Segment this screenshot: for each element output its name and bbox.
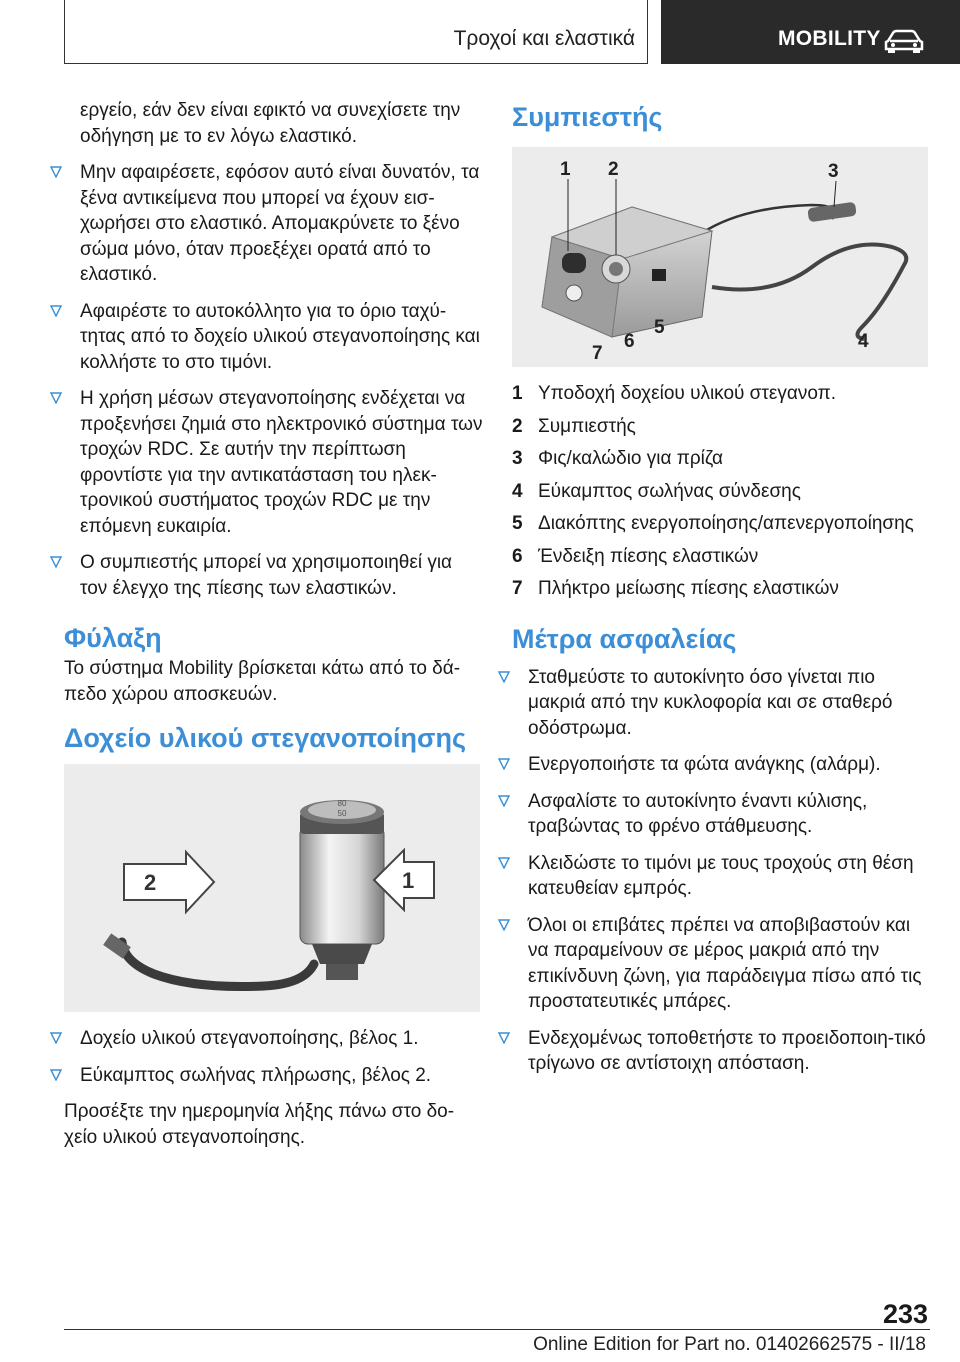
- list-item: [64, 1026, 484, 1052]
- callout-1: 1: [560, 159, 571, 180]
- arrow-1-label: 1: [402, 868, 415, 893]
- triangle-bullet-icon: [498, 671, 510, 683]
- triangle-bullet-icon: [50, 1069, 62, 1081]
- bullet-text: Όλοι οι επιβάτες πρέπει να αποβιβαστούν και να παραμείνουν σε μέρος μακριά από την επικίνδυνη ζώνη, για παράδειγμα πίσω από τις προστατευτικές μπάρες.: [528, 914, 922, 1012]
- container-note: Προσέξτε την ημερομηνία λήξης πάνω στο δο‐χείο υλικού στεγανοποίησης.: [64, 1101, 455, 1148]
- bullet-text: Αφαιρέστε το αυτοκόλλητο για το όριο ταχύ‐τητας από το δοχείο υλικού στεγανοποίησης και κολλήστε το στο τιμόνι.: [80, 300, 480, 373]
- container-figure: [64, 764, 480, 1012]
- triangle-bullet-icon: [50, 305, 62, 317]
- triangle-bullet-icon: [498, 1032, 510, 1044]
- chapter-title: MOBILITY: [778, 27, 881, 50]
- list-item: [512, 511, 930, 537]
- car-icon: [884, 29, 924, 53]
- list-item: [64, 550, 484, 601]
- bullet-text: Μην αφαιρέσετε, εφόσον αυτό είναι δυνατόν, τα ξένα αντικείμενα που μπορεί να έχουν εισ‐χωρήσει στο ελαστικό. Απομακρύνετε το ξένο σώμα μόνο, όταν προεξέχει ορατά από το ελαστικό.: [80, 162, 480, 285]
- bullet-text: Ο συμπιεστής μπορεί να χρησιμοποιηθεί για τον έλεγχο της πίεσης των ελαστικών.: [80, 552, 453, 599]
- item-number: 7: [512, 578, 523, 599]
- item-number: 2: [512, 415, 523, 437]
- safety-heading: Μέτρα ασφαλείας: [512, 623, 737, 654]
- triangle-bullet-icon: [498, 795, 510, 807]
- triangle-bullet-icon: [498, 857, 510, 869]
- item-number: 1: [512, 383, 523, 404]
- bullet-text: Ενδεχομένως τοποθετήστε το προειδοποιη‐τικό τρίγωνο σε αντίστοιχη απόσταση.: [528, 1027, 926, 1074]
- callout-4: 4: [858, 331, 869, 352]
- bullet-text: Σταθμεύστε το αυτοκίνητο όσο γίνεται πιο μακριά από την κυκλοφορία και σε σταθερό οδόστρωμα.: [528, 666, 893, 739]
- item-number: 5: [512, 513, 523, 534]
- triangle-bullet-icon: [50, 166, 62, 178]
- triangle-bullet-icon: [498, 758, 510, 770]
- list-item: [512, 1026, 930, 1077]
- list-item: [512, 479, 930, 505]
- list-item: [512, 544, 930, 570]
- item-text: Διακόπτης ενεργοποίησης/απενεργοποίησης: [538, 513, 914, 534]
- cap-label-top: 80: [337, 799, 347, 808]
- compressor-heading: Συμπιεστής: [512, 102, 663, 132]
- compressor-figure: [512, 147, 928, 367]
- item-number: 3: [512, 448, 523, 469]
- container-heading: Δοχείο υλικού στεγανοποίησης: [64, 723, 466, 753]
- item-text: Πλήκτρο μείωσης πίεσης ελαστικών: [538, 578, 839, 599]
- intro-paragraph: εργείο, εάν δεν είναι εφικτό να συνεχίσετε την οδήγηση με το εν λόγω ελαστικό.: [80, 100, 461, 147]
- sealant-container-illustration: [64, 764, 480, 1012]
- compressor-illustration: [512, 147, 928, 367]
- list-item: [64, 1063, 484, 1089]
- bullet-text: Δοχείο υλικού στεγανοποίησης, βέλος 1.: [80, 1028, 419, 1049]
- triangle-bullet-icon: [50, 1032, 62, 1044]
- section-title: Τροχοί και ελαστικά: [453, 27, 635, 50]
- item-text: Εύκαμπτος σωλήνας σύνδεσης: [538, 480, 801, 502]
- list-item: [64, 299, 484, 376]
- bullet-text: Εύκαμπτος σωλήνας πλήρωσης, βέλος 2.: [80, 1064, 432, 1086]
- item-text: Υποδοχή δοχείου υλικού στεγανοπ.: [538, 383, 837, 404]
- arrow-2-label: 2: [144, 870, 157, 895]
- triangle-bullet-icon: [498, 919, 510, 931]
- callout-2: 2: [608, 159, 619, 180]
- item-text: Συμπιεστής: [538, 415, 636, 437]
- list-item: [512, 851, 930, 902]
- callout-3: 3: [828, 161, 839, 182]
- cap-label-bottom: 50: [337, 809, 347, 818]
- parts-list: [512, 381, 930, 602]
- triangle-bullet-icon: [50, 392, 62, 404]
- callout-7: 7: [592, 343, 603, 364]
- item-number: 6: [512, 545, 523, 567]
- list-item: [512, 381, 930, 407]
- list-item: [512, 414, 930, 440]
- left-column: [64, 98, 484, 1150]
- list-item: [64, 160, 484, 288]
- bullet-text: Ασφαλίστε το αυτοκίνητο έναντι κύλισης, τραβώντας το φρένο στάθμευσης.: [528, 790, 868, 837]
- footer-edition: Online Edition for Part no. 01402662575 - II/18: [533, 1334, 926, 1355]
- bullet-text: Κλειδώστε το τιμόνι με τους τροχούς στη θέση κατευθείαν εμπρός.: [528, 852, 914, 899]
- bullet-text: Ενεργοποιήστε τα φώτα ανάγκης (αλάρμ).: [528, 754, 881, 775]
- triangle-bullet-icon: [50, 556, 62, 568]
- list-item: [512, 576, 930, 602]
- storage-heading: Φύλαξη: [64, 623, 162, 653]
- list-item: [512, 446, 930, 472]
- callout-5: 5: [654, 317, 665, 338]
- bullet-text: Η χρήση μέσων στεγανοποίησης ενδέχεται να προξενήσει ζημιά στο ηλεκτρονικό σύστημα των τροχών RDC. Σε αυτήν την περίπτωση φροντίστε για την αντικατάσταση του ηλεκ‐τρονικού συστήματος τροχών RDC με την επόμενη ευκαιρία.: [80, 388, 483, 537]
- list-item: [512, 752, 930, 778]
- header-section-box: [64, 0, 648, 64]
- item-text: Ένδειξη πίεσης ελαστικών: [538, 545, 759, 567]
- page-number: 233: [882, 1299, 928, 1329]
- item-number: 4: [512, 480, 523, 502]
- list-item: [512, 665, 930, 742]
- list-item: [512, 789, 930, 840]
- right-column: [512, 98, 930, 1088]
- callout-6: 6: [624, 331, 635, 352]
- storage-text: Το σύστημα Mobility βρίσκεται κάτω από το δά‐πεδο χώρου αποσκευών.: [64, 658, 461, 705]
- list-item: [512, 913, 930, 1015]
- item-text: Φις/καλώδιο για πρίζα: [538, 448, 723, 469]
- footer-divider: [64, 1329, 930, 1330]
- list-item: [64, 386, 484, 539]
